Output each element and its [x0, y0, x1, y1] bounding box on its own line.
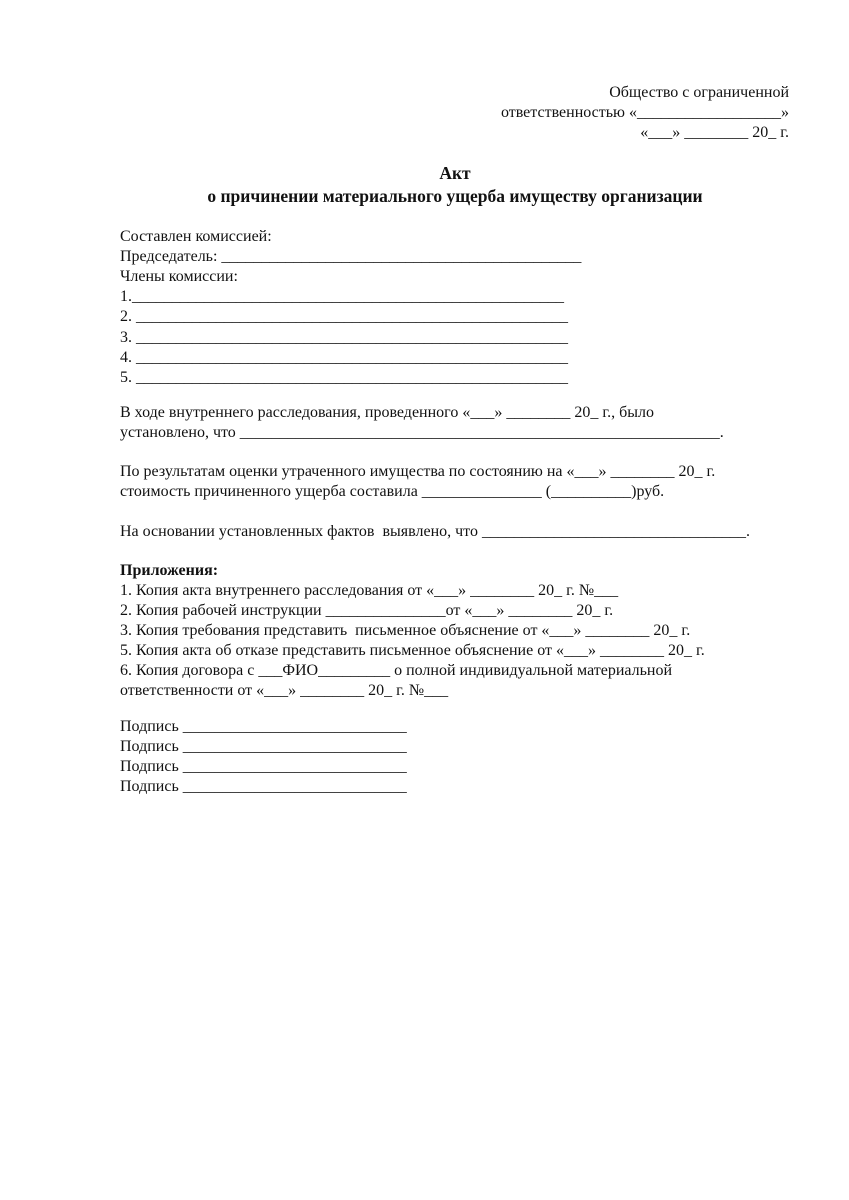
document-subtitle: о причинении материального ущерба имуществу организации [207, 186, 703, 206]
investigation-paragraph-line: В ходе внутреннего расследования, проведенного «___» ________ 20_ г., было [120, 404, 654, 421]
header-date-line: «___» ________ 20_ г. [640, 124, 789, 141]
damage-paragraph-line: По результатам оценки утраченного имущества по состоянию на «___» ________ 20_ г. [120, 463, 716, 480]
commission-intro: Составлен комиссией: [120, 228, 272, 245]
attachment-item: 1. Копия акта внутреннего расследования от «___» ________ 20_ г. №___ [120, 582, 619, 599]
signature-line: Подпись ____________________________ [120, 738, 407, 755]
document-title: Акт [439, 163, 471, 183]
signature-line: Подпись ____________________________ [120, 718, 407, 735]
signature-line: Подпись ____________________________ [120, 778, 407, 795]
damage-paragraph-line: стоимость причиненного ущерба составила _______________ (__________)руб. [120, 483, 665, 500]
member-line: 3. ______________________________________________________ [120, 329, 568, 346]
member-line: 4. ______________________________________________________ [120, 349, 568, 366]
attachment-item: 6. Копия договора с ___ФИО_________ о полной индивидуальной материальной [120, 662, 673, 679]
attachments-heading: Приложения: [120, 562, 219, 579]
attachment-item: 5. Копия акта об отказе представить письменное объяснение от «___» ________ 20_ г. [120, 642, 705, 659]
chairman-line: Председатель: _____________________________________________ [120, 248, 582, 265]
member-line: 1.______________________________________________________ [120, 288, 564, 305]
member-line: 5. ______________________________________________________ [120, 369, 568, 386]
findings-paragraph: На основании установленных фактов выявлено, что _________________________________. [120, 523, 750, 540]
signature-line: Подпись ____________________________ [120, 758, 407, 775]
member-line: 2. ______________________________________________________ [120, 308, 568, 325]
attachment-item: 2. Копия рабочей инструкции _______________от «___» ________ 20_ г. [120, 602, 614, 619]
attachment-item: 3. Копия требования представить письменное объяснение от «___» ________ 20_ г. [120, 622, 691, 639]
attachment-item: ответственности от «___» ________ 20_ г. №___ [120, 682, 449, 699]
members-label: Члены комиссии: [120, 268, 238, 285]
header-org-name-line: ответственностью «__________________» [500, 104, 789, 121]
header-org-line: Общество с ограниченной [609, 84, 789, 101]
investigation-paragraph-line: установлено, что ____________________________________________________________. [120, 424, 724, 441]
